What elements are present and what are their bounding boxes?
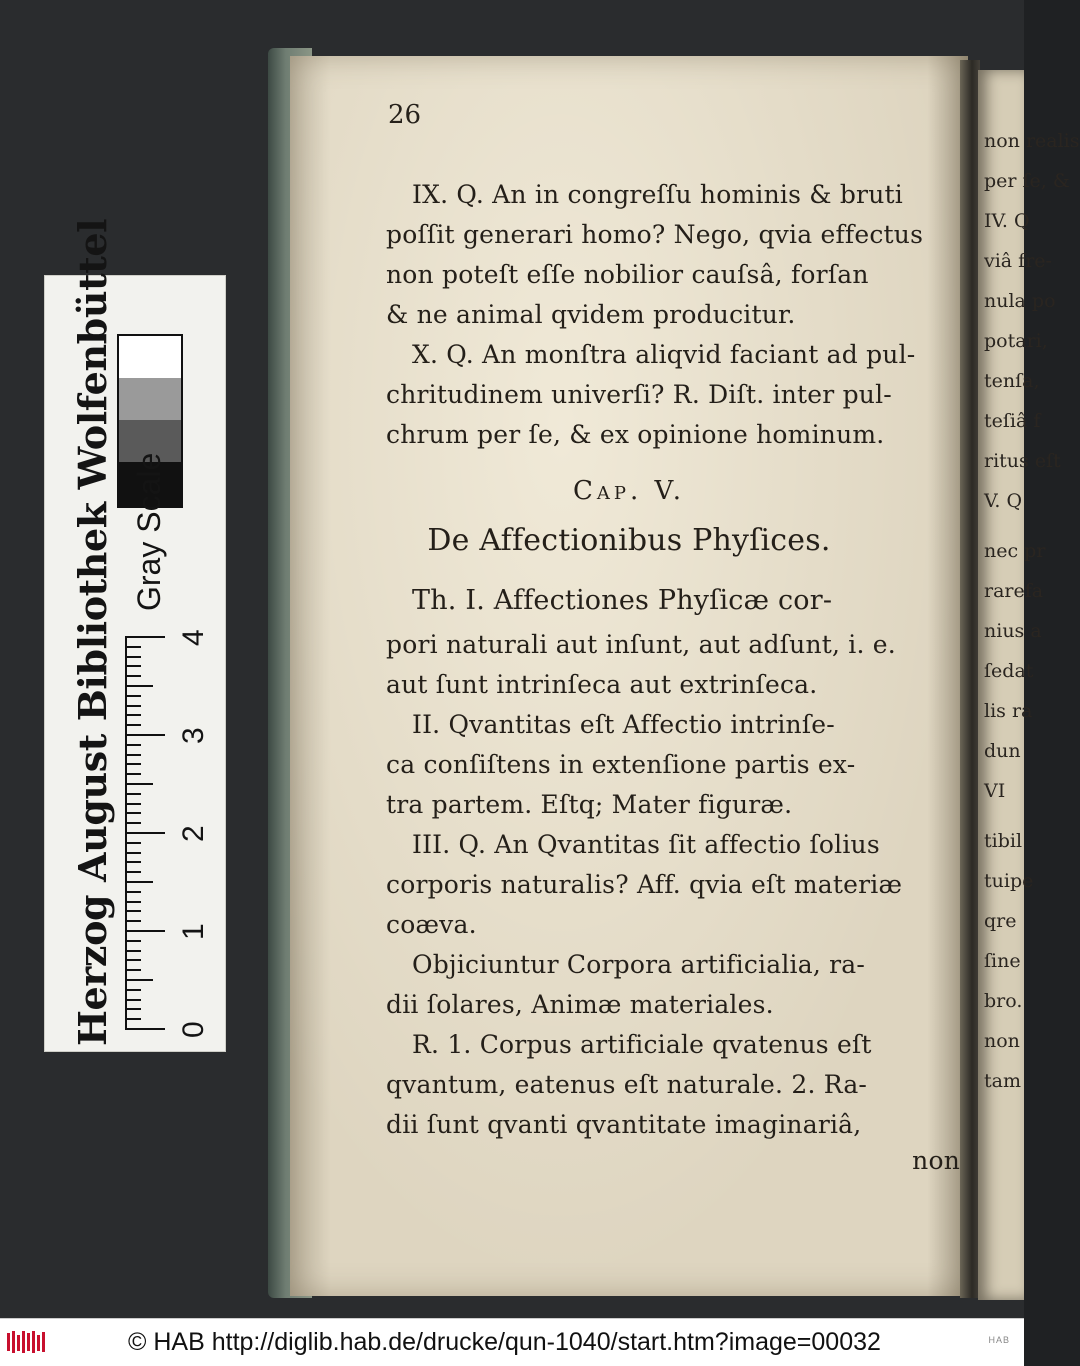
ruler-tick bbox=[125, 999, 141, 1001]
chapter-heading: Cap. V. bbox=[572, 476, 686, 506]
ruler-tick bbox=[125, 930, 165, 932]
ruler-tick bbox=[125, 812, 141, 814]
text-line: pori naturali aut inſunt, aut adſunt, i. e. bbox=[386, 630, 896, 659]
text-line: chrum per ſe, & ex opinione hominum. bbox=[386, 420, 885, 449]
text-line: corporis naturalis? Aff. qvia eſt materiæ bbox=[386, 870, 903, 899]
facing-fragment: teſiâ f bbox=[984, 410, 1041, 432]
ruler-tick bbox=[125, 940, 141, 942]
facing-fragment: ſine bbox=[984, 950, 1021, 972]
ruler-tick bbox=[125, 783, 153, 785]
text-line: & ne animal qvidem producitur. bbox=[386, 300, 796, 329]
ruler-tick bbox=[125, 1028, 165, 1030]
ruler-tick bbox=[125, 636, 165, 638]
ruler-tick bbox=[125, 881, 153, 883]
ruler-tick bbox=[125, 969, 141, 971]
chapter-title: De Affectionibus Phyſices. bbox=[427, 523, 831, 558]
ruler-tick bbox=[125, 705, 141, 707]
facing-fragment: ritus eſt bbox=[984, 450, 1061, 472]
facing-fragment: non bbox=[984, 1030, 1020, 1052]
ruler-tick bbox=[125, 891, 141, 893]
book-page bbox=[290, 56, 968, 1296]
ruler-tick bbox=[125, 665, 141, 667]
ruler-tick bbox=[125, 695, 141, 697]
ruler-tick bbox=[125, 744, 141, 746]
ruler-tick bbox=[125, 773, 141, 775]
text-line: IX. Q. An in congreſſu hominis & bruti bbox=[412, 180, 903, 209]
facing-fragment: nula po bbox=[984, 290, 1056, 312]
catchword: non bbox=[912, 1146, 960, 1175]
facing-fragment: per ſe, & bbox=[984, 170, 1070, 192]
ruler-label: 0 bbox=[177, 1021, 210, 1038]
facing-fragment: V. Q bbox=[984, 490, 1023, 512]
book-gutter bbox=[960, 60, 980, 1298]
ruler-tick bbox=[125, 979, 153, 981]
facing-fragment: rarefa bbox=[984, 580, 1044, 602]
page-number: 26 bbox=[388, 100, 422, 130]
facing-fragment: tam bbox=[984, 1070, 1021, 1092]
ruler-label: 3 bbox=[177, 727, 210, 744]
ruler-tick bbox=[125, 656, 141, 658]
gray-scale-card bbox=[44, 218, 226, 1052]
ruler-label: 1 bbox=[177, 923, 210, 940]
hab-logo-icon bbox=[6, 1329, 46, 1355]
text-line: Th. I. Affectiones Phyſicæ cor- bbox=[412, 585, 833, 616]
footer-bar bbox=[0, 1318, 1024, 1366]
facing-fragment: nius a bbox=[984, 620, 1042, 642]
text-line: Objiciuntur Corpora artificialia, ra- bbox=[412, 950, 866, 979]
text-line: ca conſiſtens in extenſione partis ex- bbox=[386, 750, 856, 779]
facing-fragment: tibil bbox=[984, 830, 1023, 852]
text-line: qvantum, eatenus eſt naturale. 2. Ra- bbox=[386, 1070, 868, 1099]
text-line: tra partem. Eſtq; Mater figuræ. bbox=[386, 790, 793, 819]
facing-fragment: potari, bbox=[984, 330, 1048, 352]
ruler-tick bbox=[125, 852, 141, 854]
copyright-url[interactable]: © HAB http://diglib.hab.de/drucke/qun-1040/start.htm?image=00032 bbox=[128, 1328, 881, 1356]
text-line: dii ſolares, Animæ materiales. bbox=[386, 990, 774, 1019]
ruler-label: 4 bbox=[177, 629, 210, 646]
facing-fragment: ſedat bbox=[984, 660, 1034, 682]
text-line: X. Q. An monſtra aliqvid faciant ad pul- bbox=[412, 340, 916, 369]
ruler-tick bbox=[125, 803, 141, 805]
ruler-tick bbox=[125, 754, 141, 756]
facing-fragment: lis ra bbox=[984, 700, 1033, 722]
ruler-tick bbox=[125, 989, 141, 991]
ruler-tick bbox=[125, 959, 141, 961]
ruler-tick bbox=[125, 714, 141, 716]
ruler-tick bbox=[125, 763, 141, 765]
ruler-label: 2 bbox=[177, 825, 210, 842]
footer-mark: HAB bbox=[988, 1335, 1010, 1345]
ruler-tick bbox=[125, 910, 141, 912]
ruler-tick bbox=[125, 724, 141, 726]
text-line: non poteſt eſſe nobilior cauſsâ, forſan bbox=[386, 260, 869, 289]
scale-subtitle: Gray Scale bbox=[131, 452, 167, 611]
facing-page bbox=[978, 70, 1080, 1300]
facing-fragment: viâ fre- bbox=[984, 250, 1052, 272]
swatch-white bbox=[119, 336, 181, 378]
facing-fragment: tuipe bbox=[984, 870, 1034, 892]
ruler-tick bbox=[125, 842, 141, 844]
ruler-tick bbox=[125, 685, 153, 687]
facing-fragment: qre bbox=[984, 910, 1017, 932]
text-line: III. Q. An Qvantitas ſit affectio ſolius bbox=[412, 830, 880, 859]
ruler-tick bbox=[125, 646, 141, 648]
facing-fragment: non realis bbox=[984, 130, 1080, 152]
ruler-tick bbox=[125, 675, 141, 677]
facing-fragment: dun bbox=[984, 740, 1021, 762]
facing-fragment: nec pr bbox=[984, 540, 1046, 562]
ruler-tick bbox=[125, 861, 141, 863]
facing-fragment: tenſa, bbox=[984, 370, 1040, 392]
ruler-tick bbox=[125, 950, 141, 952]
text-line: poſſit generari homo? Nego, qvia effectus bbox=[386, 220, 924, 249]
text-line: coæva. bbox=[386, 910, 477, 939]
ruler-tick bbox=[125, 920, 141, 922]
text-line: R. 1. Corpus artificiale qvatenus eſt bbox=[412, 1030, 872, 1059]
ruler-tick bbox=[125, 1008, 141, 1010]
scale-title: Herzog August Bibliothek Wolfenbüttel bbox=[70, 218, 115, 1046]
text-line: aut ſunt intrinſeca aut extrinſeca. bbox=[386, 670, 818, 699]
ruler-tick bbox=[125, 793, 141, 795]
facing-fragment: bro. bbox=[984, 990, 1023, 1012]
ruler-tick bbox=[125, 1018, 141, 1020]
facing-fragment: IV. Q bbox=[984, 210, 1030, 232]
ruler-tick bbox=[125, 822, 141, 824]
ruler-tick bbox=[125, 901, 141, 903]
ruler-tick bbox=[125, 871, 141, 873]
ruler-tick bbox=[125, 734, 165, 736]
text-line: dii ſunt qvanti qvantitate imaginariâ, bbox=[386, 1110, 862, 1139]
text-line: chritudinem univerſi? R. Diſt. inter pul- bbox=[386, 380, 892, 409]
ruler-tick bbox=[125, 832, 165, 834]
text-line: II. Qvantitas eſt Affectio intrinſe- bbox=[412, 710, 835, 739]
facing-fragment: VI bbox=[984, 780, 1006, 802]
